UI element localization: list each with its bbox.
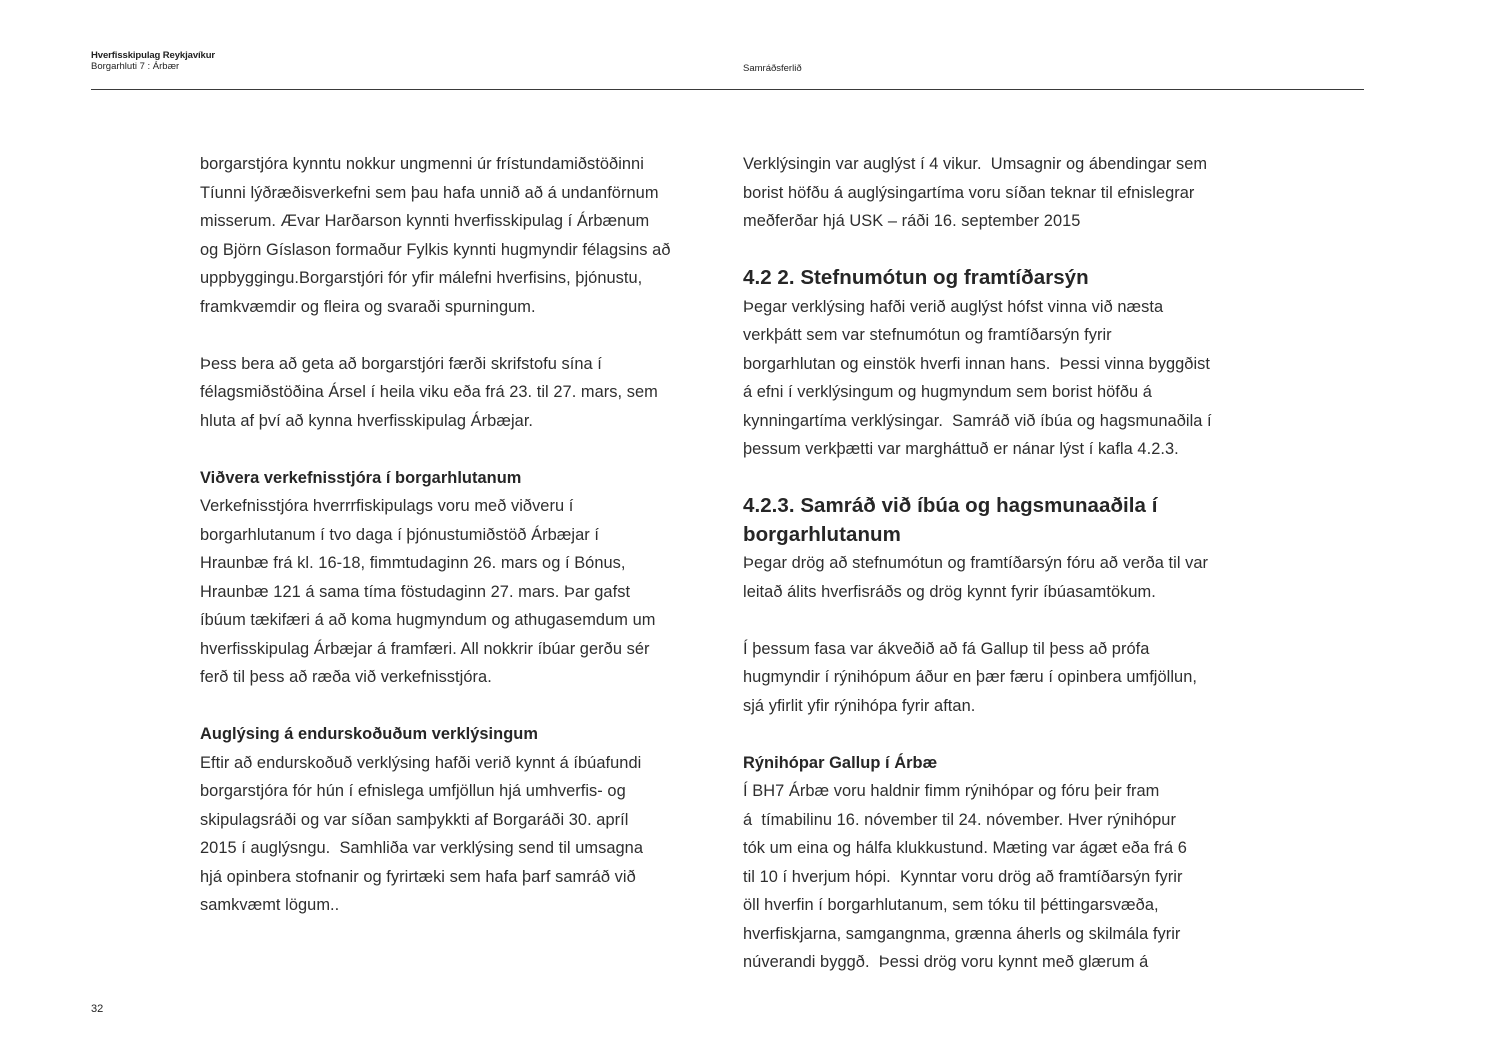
- text-line: misserum. Ævar Harðarson kynnti hverfisskipulag í Árbænum: [200, 212, 650, 230]
- text-line: Hraunbæ frá kl. 16-18, fimmtudaginn 26. mars og í Bónus,: [200, 554, 626, 572]
- section-subheading: Rýnihópar Gallup í Árbæ: [743, 753, 938, 772]
- text-line: hverfisskipulag Árbæjar á framfæri. All nokkrir íbúar gerðu sér: [200, 639, 650, 658]
- paragraph-gap: [743, 720, 1283, 749]
- section-heading: 4.2.3. Samráð við íbúa og hagsmunaaðila í: [743, 494, 1158, 517]
- section-subheading: Auglýsing á endurskoðuðum verklýsingum: [200, 725, 538, 743]
- text-line: borgarhlutan og einstök hverfi innan hans. Þessi vinna byggðist: [743, 354, 1210, 373]
- right-column: [743, 150, 1283, 977]
- left-column: [200, 150, 740, 920]
- text-line: hluta af því að kynna hverfisskipulag Árbæjar.: [200, 411, 534, 430]
- text-line: Verklýsingin var auglýst í 4 vikur. Umsagnir og ábendingar sem: [743, 155, 1208, 173]
- text-line: á efni í verklýsingum og hugmyndum sem borist höfðu á: [743, 383, 1152, 401]
- text-line: 2015 í auglýsngu. Samhliða var verklýsing send til umsagna: [200, 839, 644, 857]
- text-line: leitað álits hverfisráðs og drög kynnt fyrir íbúasamtökum.: [743, 582, 1156, 601]
- text-line: Þegar verklýsing hafði verið auglýst hófst vinna við næsta: [743, 297, 1164, 316]
- text-line: hverfiskjarna, samgangnma, grænna áherls og skilmála fyrir: [743, 924, 1181, 943]
- text-line: Eftir að endurskoðuð verklýsing hafði verið kynnt á íbúafundi: [200, 753, 642, 772]
- page-number: 32: [91, 1003, 104, 1015]
- paragraph-advertised: [743, 150, 1283, 236]
- text-line: Í BH7 Árbæ voru haldnir fimm rýnihópar og fóru þeir fram: [743, 782, 1160, 800]
- text-line: verkþátt sem var stefnumótun og framtíðarsýn fyrir: [743, 326, 1112, 344]
- text-line: borist höfðu á auglýsingartíma voru síðan teknar til efnislegrar: [743, 183, 1195, 202]
- section-subheading: Viðvera verkefnisstjóra í borgarhlutanum: [200, 468, 522, 487]
- section-heading-continued: borgarhlutanum: [743, 522, 901, 546]
- text-line: Þegar drög að stefnumótun og framtíðarsýn fóru að verða til var: [743, 554, 1209, 572]
- section-4-2-3: [743, 492, 1283, 606]
- text-line: hjá opinbera stofnanir og fyrirtæki sem hafa þarf samráð við: [200, 867, 636, 886]
- text-line: tók um eina og hálfa klukkustund. Mæting var ágæt eða frá 6: [743, 839, 1187, 857]
- text-line: Í þessum fasa var ákveðið að fá Gallup til þess að prófa: [743, 639, 1150, 658]
- running-header: [91, 50, 215, 72]
- paragraph-mayor-meeting: [200, 150, 740, 321]
- text-line: Verkefnisstjóra hverrrfiskipulags voru með viðveru í: [200, 497, 574, 515]
- section-project-manager-presence: [200, 464, 740, 692]
- text-line: meðferðar hjá USK – ráði 16. september 2015: [743, 212, 1081, 230]
- header-divider: [91, 89, 1364, 90]
- text-line: öll hverfin í borgarhlutanum, sem tóku til þéttingarsvæða,: [743, 896, 1159, 914]
- text-line: samkvæmt lögum..: [200, 896, 340, 914]
- text-line: borgarstjóra kynntu nokkur ungmenni úr frístundamiðstöðinni: [200, 155, 644, 173]
- text-line: á tímabilinu 16. nóvember til 24. nóvember. Hver rýnihópur: [743, 810, 1176, 829]
- paragraph-mayor-office: [200, 350, 740, 436]
- section-4-2-2: [743, 264, 1283, 464]
- text-line: Þess bera að geta að borgarstjóri færði skrifstofu sína í: [200, 354, 602, 373]
- paragraph-gap: [200, 692, 740, 721]
- text-line: uppbyggingu.Borgarstjóri fór yfir málefni hverfisins, þjónustu,: [200, 269, 643, 287]
- text-line: kynningartíma verklýsingar. Samráð við íbúa og hagsmunaðila í: [743, 411, 1212, 430]
- text-line: Tíunni lýðræðisverkefni sem þau hafa unnið að á undanförnum: [200, 183, 659, 202]
- text-line: núverandi byggð. Þessi drög voru kynnt með glærum á: [743, 953, 1149, 971]
- text-line: borgarstjóra fór hún í efnislega umfjöllun hjá umhverfis- og: [200, 782, 626, 800]
- paragraph-gap: [743, 236, 1283, 265]
- text-line: hugmyndir í rýnihópum áður en þær færu í opinbera umfjöllun,: [743, 668, 1197, 686]
- text-line: ferð til þess að ræða við verkefnisstjóra.: [200, 668, 492, 686]
- text-line: félagsmiðstöðina Ársel í heila viku eða frá 23. til 27. mars, sem: [200, 383, 658, 401]
- text-line: þessum verkþætti var margháttuð er nánar lýst í kafla 4.2.3.: [743, 440, 1179, 458]
- paragraph-gap: [743, 464, 1283, 493]
- text-line: Hraunbæ 121 á sama tíma föstudaginn 27. mars. Þar gafst: [200, 582, 631, 601]
- text-line: og Björn Gíslason formaður Fylkis kynnti hugmyndir félagsins að: [200, 240, 671, 259]
- paragraph-gap: [200, 435, 740, 464]
- section-advertisement: [200, 720, 740, 920]
- text-line: sjá yfirlit yfir rýnihópa fyrir aftan.: [743, 696, 976, 715]
- text-line: íbúum tækifæri á að koma hugmyndum og athugasemdum um: [200, 611, 656, 629]
- text-line: til 10 í hverjum hópi. Kynntar voru drög að framtíðarsýn fyrir: [743, 867, 1183, 886]
- text-line: borgarhlutanum í tvo daga í þjónustumiðstöð Árbæjar í: [200, 525, 599, 544]
- text-line: skipulagsráði og var síðan samþykkti af Borgaráði 30. apríl: [200, 810, 629, 829]
- section-name: Samráðsferlið: [743, 63, 802, 74]
- paragraph-gap: [200, 321, 740, 350]
- paragraph-gap: [743, 606, 1283, 635]
- document-subtitle: Borgarhluti 7 : Árbær: [91, 61, 180, 72]
- document-title: Hverfisskipulag Reykjavíkur: [91, 50, 216, 61]
- section-heading: 4.2 2. Stefnumótun og framtíðarsýn: [743, 266, 1089, 289]
- section-focus-groups: [743, 749, 1283, 977]
- text-line: framkvæmdir og fleira og svaraði spurningum.: [200, 297, 536, 316]
- paragraph-gallup: [743, 635, 1283, 721]
